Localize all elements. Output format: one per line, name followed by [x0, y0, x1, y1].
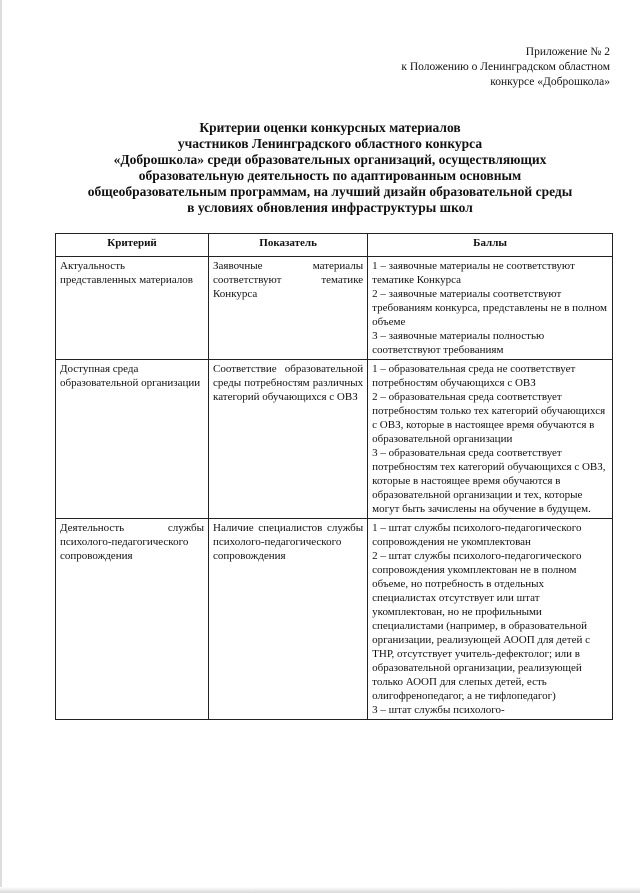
- scores-cell: [368, 519, 613, 720]
- title-line-2: участников Ленинградского областного конкурса: [177, 136, 483, 151]
- score-item: 2 – штат службы психолого-педагогического сопровождения укомплектован не в полном объеме, но потребность в отдельных специалистах отсутствует или штат укомплектован, но не профильными специалистами (например, в образовательной организации, реализующей АООП для детей с ТНР, отсутствует учитель-дефектолог; или в образовательной организации, реализующей только АООП для слепых детей, есть олигофренопедагог, а не тифлопедагог): [372, 550, 590, 702]
- score-item: 2 – образовательная среда соответствует потребностям только тех категорий обучающихся с ОВЗ, которые в настоящее время обучаются в образовательной организации: [372, 391, 606, 445]
- title-line-6: в условиях обновления инфраструктуры школ: [187, 200, 473, 215]
- header-scores: Баллы: [368, 234, 613, 257]
- scores-cell: [368, 360, 613, 519]
- scan-edge-left: [0, 0, 2, 893]
- score-item: 1 – штат службы психолого-педагогического сопровождения не укомплектован: [372, 522, 582, 548]
- indicator-cell: Наличие специалистов службы психолого-педагогического сопровождения: [209, 519, 368, 720]
- scores-cell: [368, 257, 613, 360]
- table-header-row: [56, 234, 613, 257]
- criterion-cell: Деятельность службы психолого-педагогического сопровождения: [56, 519, 209, 720]
- header-indicator: Показатель: [209, 234, 368, 257]
- title-line-5: общеобразовательным программам, на лучший дизайн образовательной среды: [87, 184, 573, 199]
- annex-note: [401, 45, 610, 90]
- score-item: 2 – заявочные материалы соответствуют требованиям конкурса, представлены не в полном объеме: [372, 288, 608, 328]
- table-row: [56, 360, 613, 519]
- header-criterion: Критерий: [56, 234, 209, 257]
- criteria-table: [55, 233, 613, 720]
- score-item: 1 – образовательная среда не соответствует потребностям обучающихся с ОВЗ: [372, 363, 576, 389]
- score-item: 1 – заявочные материалы не соответствуют тематике Конкурса: [372, 260, 575, 286]
- score-item: 3 – образовательная среда соответствует потребностям тех категорий обучающихся с ОВЗ, которые в настоящее время обучаются в образовательной организации и тех, которые могут быть зачислены на обучение в будущем.: [372, 447, 606, 515]
- score-item: 3 – заявочные материалы полностью соответствуют требованиям: [372, 330, 545, 356]
- document-title: [40, 120, 620, 216]
- title-line-3: «Доброшкола» среди образовательных организаций, осуществляющих: [113, 152, 547, 167]
- indicator-cell: Соответствие образовательной среды потребностям различных категорий обучающихся с ОВЗ: [209, 360, 368, 519]
- table-row: [56, 519, 613, 720]
- scan-edge-bottom: [0, 887, 640, 893]
- criterion-cell: Актуальность представленных материалов: [56, 257, 209, 360]
- title-line-4: образовательную деятельность по адаптированным основным: [138, 168, 522, 183]
- criterion-cell: Доступная среда образовательной организации: [56, 360, 209, 519]
- table-row: [56, 257, 613, 360]
- annex-line-3: конкурсе «Доброшкола»: [490, 76, 610, 88]
- title-line-1: Критерии оценки конкурсных материалов: [199, 120, 461, 135]
- score-item: 3 – штат службы психолого-: [372, 704, 505, 716]
- annex-line-2: к Положению о Ленинградском областном: [401, 61, 610, 73]
- indicator-cell: Заявочные материалы соответствуют тематике Конкурса: [209, 257, 368, 360]
- annex-line-1: Приложение № 2: [525, 46, 610, 58]
